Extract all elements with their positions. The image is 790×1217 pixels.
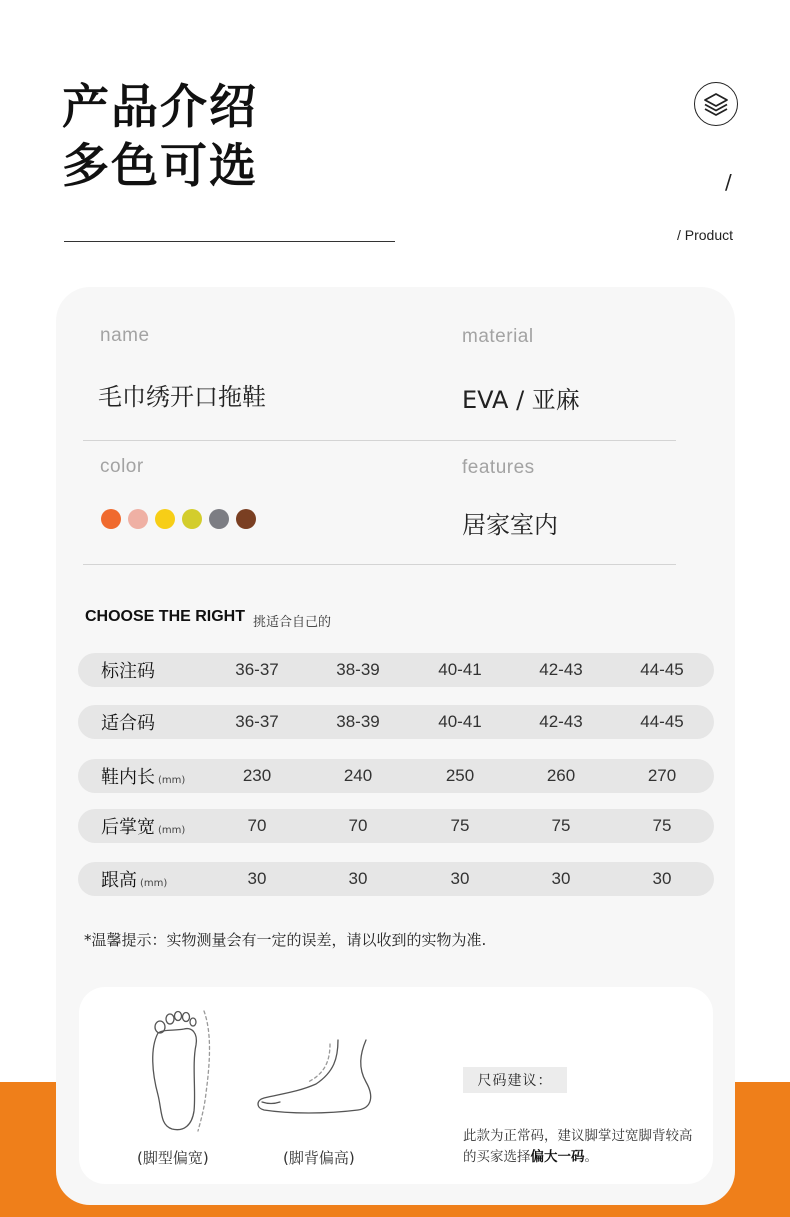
title-divider: [64, 241, 395, 242]
high-instep-icon: [254, 1036, 380, 1120]
size-advice-label-text: 尺码建议：: [477, 1073, 553, 1089]
size-cell: 42-43: [539, 660, 583, 679]
color-label: color: [100, 456, 144, 477]
size-chart-subtitle: 挑适合自己的: [253, 615, 332, 630]
size-cell: 30: [450, 869, 470, 888]
material-value: EVA / 亚麻: [462, 386, 580, 414]
size-cell: 30: [551, 869, 571, 888]
size-row-label: [101, 657, 155, 683]
header-slash: /: [725, 170, 732, 194]
size-cell: 230: [242, 766, 272, 785]
color-swatch[interactable]: [155, 509, 175, 529]
color-swatch[interactable]: [182, 509, 202, 529]
size-row-label-text: 跟高: [101, 870, 137, 891]
advice-text-end: 。: [584, 1149, 598, 1165]
color-swatch[interactable]: [209, 509, 229, 529]
size-row-unit: (mm): [158, 775, 186, 786]
size-advice-text: [463, 1126, 703, 1168]
size-row-label-text: 标注码: [101, 661, 155, 682]
size-cell: 70: [247, 816, 267, 835]
name-value: 毛巾绣开口拖鞋: [98, 383, 266, 411]
size-cell: 40-41: [438, 712, 482, 731]
size-cell: 240: [343, 766, 373, 785]
size-cell: 40-41: [438, 660, 482, 679]
size-row-label: [101, 813, 185, 839]
size-cell: 36-37: [235, 712, 279, 731]
size-cell: 30: [348, 869, 368, 888]
page-subtitle: 多色可选: [62, 139, 258, 194]
material-label: material: [462, 326, 534, 347]
header-subtitle-en: / Product: [676, 227, 733, 243]
color-swatch[interactable]: [101, 509, 121, 529]
size-row-label-text: 后掌宽: [101, 817, 155, 838]
features-label: features: [462, 457, 535, 478]
size-advice-label: [463, 1067, 567, 1093]
size-chart-title: CHOOSE THE RIGHT: [85, 608, 246, 625]
size-row-label: [101, 866, 167, 892]
size-row: [78, 809, 714, 843]
size-cell: 75: [551, 816, 571, 835]
measurement-note: *温馨提示：实物测量会有一定的误差，请以收到的实物为准.: [84, 931, 487, 949]
size-row: [78, 653, 714, 687]
size-row: [78, 705, 714, 739]
size-cell: 75: [450, 816, 470, 835]
advice-text-emphasis: 偏大一码: [530, 1149, 585, 1165]
size-row-label-text: 鞋内长: [101, 767, 155, 788]
size-cell: 30: [652, 869, 672, 888]
info-divider: [83, 440, 676, 441]
size-cell: 38-39: [336, 712, 380, 731]
size-cell: 270: [647, 766, 677, 785]
size-cell: 250: [445, 766, 475, 785]
advice-text-main: 此款为正常码，建议脚掌过宽脚背较高的买家选择: [463, 1128, 693, 1165]
high-instep-caption: (脚背偏高): [283, 1149, 355, 1167]
page-title: 产品介绍: [62, 80, 258, 135]
size-row-unit: (mm): [140, 878, 168, 889]
info-divider: [83, 564, 676, 565]
layers-icon: [694, 82, 738, 126]
color-swatch[interactable]: [128, 509, 148, 529]
size-row-unit: (mm): [158, 825, 186, 836]
size-row: [78, 862, 714, 896]
size-row-label: [101, 763, 185, 789]
features-value: 居家室内: [462, 511, 558, 539]
size-row-label: [101, 709, 155, 735]
size-cell: 36-37: [235, 660, 279, 679]
wide-foot-icon: [140, 1003, 220, 1135]
size-row: [78, 759, 714, 793]
name-label: name: [100, 325, 150, 346]
size-cell: 30: [247, 869, 267, 888]
size-cell: 75: [652, 816, 672, 835]
size-cell: 260: [546, 766, 576, 785]
color-swatches: [101, 509, 256, 529]
size-cell: 70: [348, 816, 368, 835]
size-cell: 42-43: [539, 712, 583, 731]
size-cell: 44-45: [640, 660, 684, 679]
size-cell: 38-39: [336, 660, 380, 679]
size-cell: 44-45: [640, 712, 684, 731]
size-row-label-text: 适合码: [101, 713, 155, 734]
wide-foot-caption: (脚型偏宽): [137, 1149, 209, 1167]
color-swatch[interactable]: [236, 509, 256, 529]
